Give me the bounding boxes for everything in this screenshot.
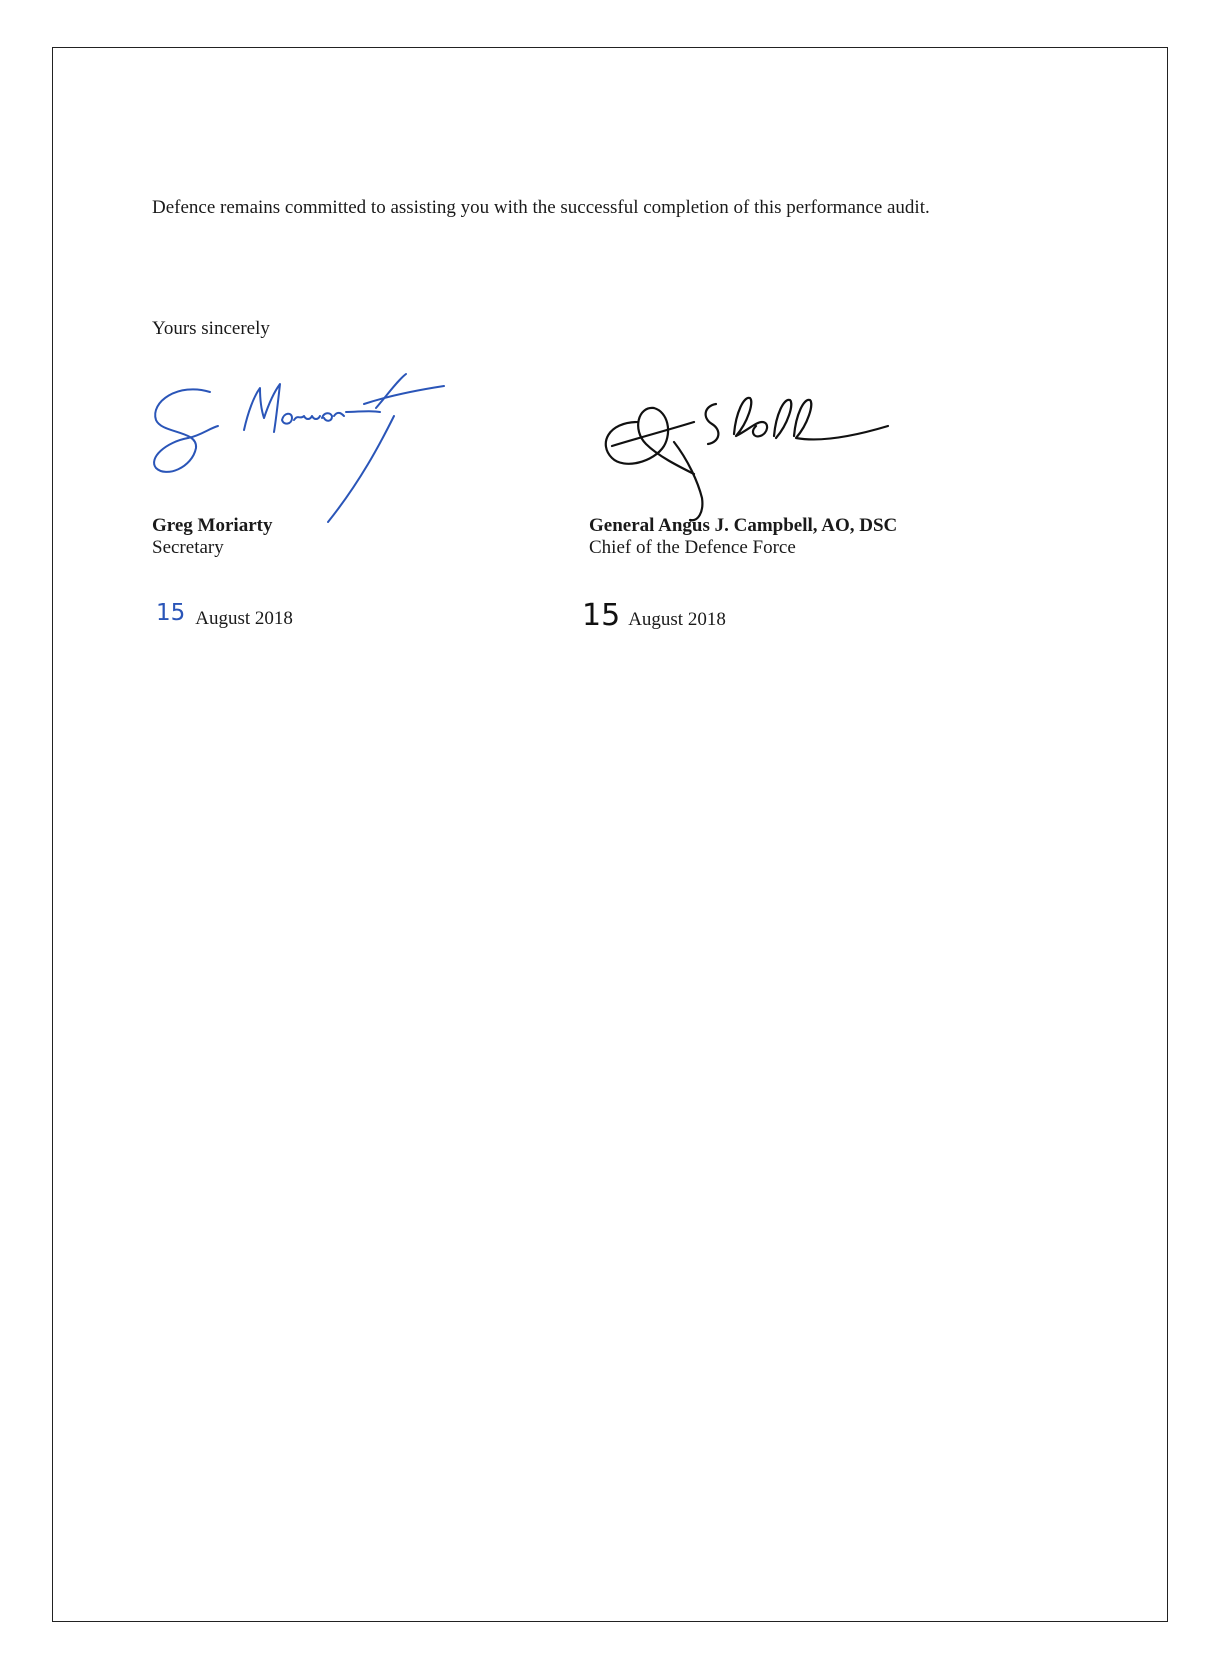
letter-paragraph: Defence remains committed to assisting you with the successful completion of this performance audit.	[152, 197, 930, 218]
signatory-title: Secretary	[152, 537, 224, 558]
date-month-year: August 2018	[628, 609, 726, 630]
signatory-name: General Angus J. Campbell, AO, DSC	[589, 515, 898, 536]
signature-campbell	[598, 382, 918, 532]
signature-date	[156, 600, 293, 630]
closing-line: Yours sincerely	[152, 318, 270, 339]
signatory-name: Greg Moriarty	[152, 515, 273, 536]
handwritten-day: 15	[582, 598, 621, 633]
date-month-year: August 2018	[195, 608, 293, 629]
signatory-title: Chief of the Defence Force	[589, 537, 796, 558]
page-border	[52, 47, 1168, 1622]
handwritten-day: 15	[156, 600, 186, 626]
signature-date	[582, 598, 726, 633]
